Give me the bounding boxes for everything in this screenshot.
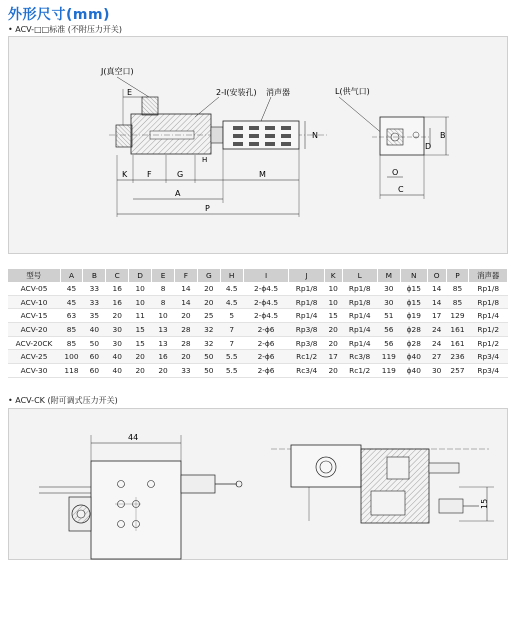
table-cell: 17 xyxy=(324,350,342,364)
table-cell: 50 xyxy=(197,364,220,378)
table-cell: 50 xyxy=(83,336,106,350)
table-cell: 30 xyxy=(377,295,400,309)
table-cell: 100 xyxy=(60,350,83,364)
model-cell: ACV-20 xyxy=(8,323,60,337)
dim-o: O xyxy=(392,168,399,177)
table-cell: 28 xyxy=(174,323,197,337)
table-header-cell: E xyxy=(152,269,175,282)
dimension-drawing-ck xyxy=(8,408,508,560)
table-cell: 161 xyxy=(446,336,469,350)
table-cell: Rp1/4 xyxy=(469,309,508,323)
table-cell: 30 xyxy=(106,323,129,337)
table-cell: Rp1/2 xyxy=(469,323,508,337)
table-cell: 45 xyxy=(60,295,83,309)
table-cell: 7 xyxy=(220,336,243,350)
table-row xyxy=(8,364,508,378)
table-body xyxy=(8,282,508,377)
table-header-cell: H xyxy=(220,269,243,282)
table-header-cell: F xyxy=(174,269,197,282)
label-supply-port: L(供气口) xyxy=(335,87,370,96)
table-cell: 33 xyxy=(174,364,197,378)
table-cell: Rc1/2 xyxy=(289,350,324,364)
table-cell: Rp3/8 xyxy=(289,323,324,337)
table-cell: 10 xyxy=(324,282,342,295)
table-cell: 30 xyxy=(427,364,446,378)
table-header-cell: 消声器 xyxy=(469,269,508,282)
table-cell: 20 xyxy=(174,350,197,364)
table-cell: ϕ40 xyxy=(400,350,427,364)
table-cell: 14 xyxy=(174,282,197,295)
table-cell: 2-ϕ6 xyxy=(243,364,289,378)
dimension-drawing-standard xyxy=(8,36,508,254)
table-cell: 24 xyxy=(427,336,446,350)
dim-e: E xyxy=(127,88,133,97)
table-cell: Rp1/4 xyxy=(342,336,377,350)
dim-a: A xyxy=(175,189,181,198)
table-header-cell: L xyxy=(342,269,377,282)
table-cell: Rp3/4 xyxy=(469,364,508,378)
table-row xyxy=(8,282,508,295)
ck-drawing-svg xyxy=(9,409,509,561)
table-cell: 20 xyxy=(174,309,197,323)
table-row xyxy=(8,309,508,323)
table-cell: 4.5 xyxy=(220,295,243,309)
table-header-cell: D xyxy=(129,269,152,282)
table-cell: Rp1/4 xyxy=(342,323,377,337)
table-cell: Rp1/8 xyxy=(342,295,377,309)
table-header-cell: M xyxy=(377,269,400,282)
table-cell: 15 xyxy=(129,336,152,350)
table-cell: 2-ϕ6 xyxy=(243,350,289,364)
table-cell: 2-ϕ4.5 xyxy=(243,309,289,323)
table-cell: 20 xyxy=(152,364,175,378)
table-cell: Rp1/8 xyxy=(469,295,508,309)
table-cell: 85 xyxy=(60,336,83,350)
table-cell: Rc1/2 xyxy=(342,364,377,378)
table-cell: ϕ15 xyxy=(400,295,427,309)
table-row xyxy=(8,350,508,364)
table-cell: 30 xyxy=(377,282,400,295)
table-cell: 161 xyxy=(446,323,469,337)
table-cell: 5.5 xyxy=(220,350,243,364)
table-cell: 56 xyxy=(377,323,400,337)
table-cell: 15 xyxy=(129,323,152,337)
label-muffler: 消声器 xyxy=(266,88,290,97)
table-header-cell: A xyxy=(60,269,83,282)
table-cell: 20 xyxy=(324,364,342,378)
table-cell: 60 xyxy=(83,364,106,378)
table-cell: 14 xyxy=(427,295,446,309)
table-cell: ϕ28 xyxy=(400,336,427,350)
table-cell: 20 xyxy=(106,309,129,323)
table-cell: ϕ40 xyxy=(400,364,427,378)
table-cell: 25 xyxy=(197,309,220,323)
table-header-cell: 型号 xyxy=(8,269,60,282)
table-cell: 10 xyxy=(152,309,175,323)
dim-k: K xyxy=(122,170,128,179)
table-cell: 10 xyxy=(129,282,152,295)
table-cell: 129 xyxy=(446,309,469,323)
table-cell: 20 xyxy=(324,323,342,337)
table-cell: 50 xyxy=(197,350,220,364)
table-header-cell: I xyxy=(243,269,289,282)
label-mounting-hole: 2-I(安装孔) xyxy=(216,88,257,97)
table-cell: 13 xyxy=(152,336,175,350)
table-cell: 119 xyxy=(377,350,400,364)
table-cell: 33 xyxy=(83,282,106,295)
table-cell: 16 xyxy=(106,295,129,309)
table-header-cell: N xyxy=(400,269,427,282)
table-header-cell: J xyxy=(289,269,324,282)
ck-side-view xyxy=(271,445,494,523)
table-cell: 16 xyxy=(106,282,129,295)
standard-drawing-svg xyxy=(9,37,509,255)
table-cell: 119 xyxy=(377,364,400,378)
dim-44: 44 xyxy=(128,433,139,442)
dim-h: H xyxy=(202,156,208,164)
table-cell: 32 xyxy=(197,336,220,350)
table-cell: 20 xyxy=(129,364,152,378)
table-cell: Rp3/8 xyxy=(289,336,324,350)
table-header-row xyxy=(8,269,508,282)
table-cell: 13 xyxy=(152,323,175,337)
side-view xyxy=(335,86,449,199)
table-cell: 56 xyxy=(377,336,400,350)
table-cell: 32 xyxy=(197,323,220,337)
table-cell: 45 xyxy=(60,282,83,295)
table-cell: 35 xyxy=(83,309,106,323)
table-cell: 11 xyxy=(129,309,152,323)
table-header-cell: K xyxy=(324,269,342,282)
table-header-cell: P xyxy=(446,269,469,282)
spec-table xyxy=(8,269,508,378)
table-cell: 257 xyxy=(446,364,469,378)
table-row xyxy=(8,295,508,309)
table-cell: 5.5 xyxy=(220,364,243,378)
section2-heading: • ACV-CK (附可调式压力开关) xyxy=(8,396,118,405)
table-cell: Rp1/4 xyxy=(342,309,377,323)
table-cell: ϕ19 xyxy=(400,309,427,323)
table-cell: 118 xyxy=(60,364,83,378)
table-cell: 40 xyxy=(106,364,129,378)
table-cell: Rc3/4 xyxy=(289,364,324,378)
model-cell: ACV-30 xyxy=(8,364,60,378)
table-cell: 40 xyxy=(83,323,106,337)
table-cell: 85 xyxy=(60,323,83,337)
table-cell: 15 xyxy=(324,309,342,323)
table-cell: Rp1/4 xyxy=(289,309,324,323)
table-row xyxy=(8,323,508,337)
table-cell: 5 xyxy=(220,309,243,323)
dim-d: D xyxy=(425,142,432,151)
table-cell: 14 xyxy=(427,282,446,295)
table-cell: Rp1/8 xyxy=(342,282,377,295)
table-cell: 63 xyxy=(60,309,83,323)
table-cell: 17 xyxy=(427,309,446,323)
table-cell: Rp1/8 xyxy=(289,295,324,309)
table-cell: 14 xyxy=(174,295,197,309)
table-cell: 20 xyxy=(197,282,220,295)
table-cell: 20 xyxy=(324,336,342,350)
model-cell: ACV-20CK xyxy=(8,336,60,350)
muffler xyxy=(223,121,299,149)
table-cell: 4.5 xyxy=(220,282,243,295)
model-cell: ACV-25 xyxy=(8,350,60,364)
table-cell: 7 xyxy=(220,323,243,337)
table-cell: Rp1/2 xyxy=(469,336,508,350)
model-cell: ACV-10 xyxy=(8,295,60,309)
dim-m: M xyxy=(259,170,266,179)
dim-g: G xyxy=(177,170,184,179)
table-cell: 51 xyxy=(377,309,400,323)
table-header-cell: C xyxy=(106,269,129,282)
table-cell: 20 xyxy=(197,295,220,309)
dim-p: P xyxy=(205,204,210,213)
table-cell: 236 xyxy=(446,350,469,364)
table-cell: 8 xyxy=(152,295,175,309)
table-cell: 20 xyxy=(129,350,152,364)
dim-n: N xyxy=(312,131,318,140)
table-cell: ϕ15 xyxy=(400,282,427,295)
table-row xyxy=(8,336,508,350)
page-title: 外形尺寸(mm) xyxy=(8,7,110,23)
table-cell: 8 xyxy=(152,282,175,295)
table-cell: Rp3/4 xyxy=(469,350,508,364)
table-cell: 85 xyxy=(446,282,469,295)
table-cell: 24 xyxy=(427,323,446,337)
table-cell: 27 xyxy=(427,350,446,364)
table-cell: 40 xyxy=(106,350,129,364)
table-cell: ϕ28 xyxy=(400,323,427,337)
dim-f: F xyxy=(147,170,152,179)
table-cell: Rp1/8 xyxy=(289,282,324,295)
label-vacuum-port: J(真空口) xyxy=(101,67,134,76)
model-cell: ACV-15 xyxy=(8,309,60,323)
ck-top-view xyxy=(39,433,242,559)
table-cell: 2-ϕ6 xyxy=(243,336,289,350)
table-cell: 2-ϕ4.5 xyxy=(243,295,289,309)
table-header-cell: B xyxy=(83,269,106,282)
table-cell: 60 xyxy=(83,350,106,364)
table-header-cell: O xyxy=(427,269,446,282)
dim-15: 15 xyxy=(480,498,489,509)
table-cell: 10 xyxy=(129,295,152,309)
table-cell: 28 xyxy=(174,336,197,350)
model-cell: ACV-05 xyxy=(8,282,60,295)
table-cell: 85 xyxy=(446,295,469,309)
table-cell: Rc3/8 xyxy=(342,350,377,364)
dim-b: B xyxy=(440,131,446,140)
table-cell: 30 xyxy=(106,336,129,350)
section1-heading: • ACV-□□标准 (不附压力开关) xyxy=(8,25,122,34)
table-cell: 33 xyxy=(83,295,106,309)
table-header-cell: G xyxy=(197,269,220,282)
table-cell: 2-ϕ6 xyxy=(243,323,289,337)
table-cell: 10 xyxy=(324,295,342,309)
dim-c: C xyxy=(398,185,404,194)
table-cell: Rp1/8 xyxy=(469,282,508,295)
table-cell: 2-ϕ4.5 xyxy=(243,282,289,295)
table-cell: 16 xyxy=(152,350,175,364)
